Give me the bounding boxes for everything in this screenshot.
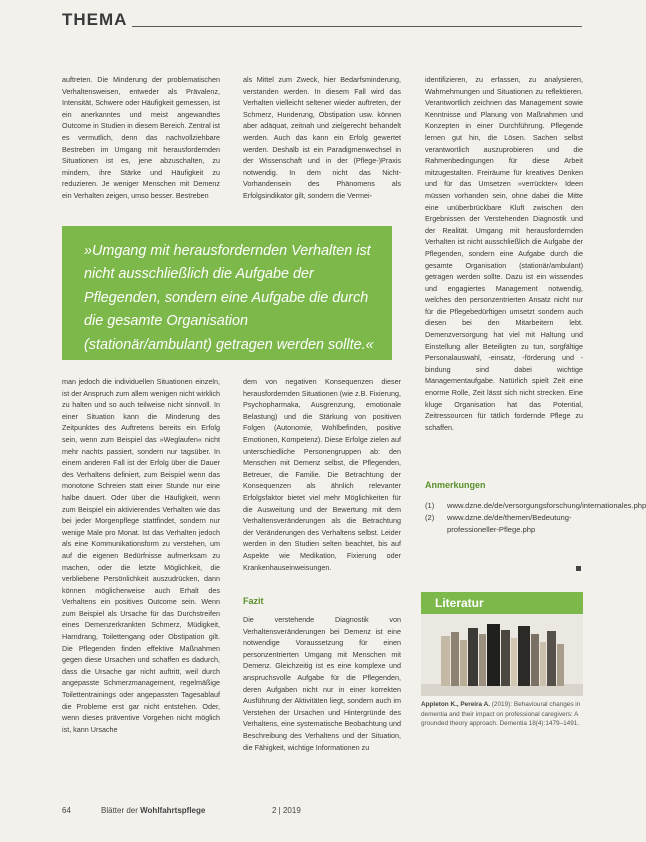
magazine-title bbox=[101, 806, 205, 815]
body-text: dem von negativen Konsequenzen dieser herausfordernden Situationen (wie z.B. Fixierung, Psychopharmaka, Ausgrenzung, emotionale Belastung) und die Stärkung von positiven Folgen (Autonomie, Wohlbefinden, positive Emotionen, Kompetenz). Diese Erfolge zielen auf unterschiedliche Personengruppen ab: den Menschen mit Demenz selbst, die Pflegenden, Betreuer, die Familie. Die Betrachtung der Konsequenzen als ähnlich relevanter Erfolgsfaktor bietet viel mehr Möglichkeiten für die Ausweitung und der Bewertung mit dem Verhaltensveränderungen als die Betrachtung der Veränderungen des Verhaltens selbst. Leider werden in den Studien selten beachtet, bis auf Aspekte wie Medikation, Fixierung oder Krankenhauseinweisungen. bbox=[243, 377, 401, 572]
list-item bbox=[425, 500, 646, 511]
note-link[interactable]: www.dzne.de/de/versorgungsforschung/internationales.php bbox=[447, 501, 646, 510]
caption-author: Appleton K., Pereira A. bbox=[421, 701, 491, 708]
section-label: THEMA bbox=[62, 10, 128, 29]
page-number: 64 bbox=[62, 806, 71, 815]
note-number: (1) bbox=[425, 501, 435, 510]
pull-quote-text: »Umgang mit herausfordernden Verhalten ist nicht ausschließlich die Aufgabe der Pflegenden, sondern eine Aufgabe die durch die gesamte Organisation (stationär/ambulant) getragen werden sollte.« bbox=[84, 243, 374, 353]
column-3 bbox=[425, 74, 583, 470]
fazit-heading: Fazit bbox=[243, 596, 264, 606]
column-1-top bbox=[62, 74, 220, 222]
page-header bbox=[62, 10, 582, 38]
fazit-text: Die verstehende Diagnostik von Verhaltensveränderungen bei Demenz ist eine notwendige Voraussetzung für einen personzentrierten Umgang mit Menschen mit Demenz. Gleichzeitig ist es eine komplexe und anspruchsvolle Aufgabe für die Pflegenden, deren Aufgaben nicht nur in einer korrekten Ausführung der Aktivitäten liegt, sondern auch im Verstehen der Ursachen und Hintergründe des Verhaltens, eine systematische Beobachtung und Beschreibung des Verhaltens und der Situation, die Fähigkeit, wichtige Informationen zu bbox=[243, 615, 401, 752]
body-text: als Mittel zum Zweck, hier Bedarfsminderung, verstanden werden. In diesem Fall wird das Verhalten vielleicht seltener wieder auftreten, der Schmerz, Hunderung, Obstipation usw. können aber adäquat, zeitnah und zielgerecht behandelt werden. Auch das kann ein Erfolg gewertet werden. Deshalb ist ein Paradigmenwechsel in der Wissenschaft und in der (Pflege-)Praxis notwendig. In dem nicht das Nicht-Vorhandensein des Phänomens als Erfolgsindikator gilt, sondern die Vermei- bbox=[243, 75, 401, 200]
note-number: (2) bbox=[425, 513, 435, 523]
anmerkungen-heading: Anmerkungen bbox=[425, 480, 486, 490]
pull-quote bbox=[62, 226, 392, 360]
magazine-prefix: Blätter der bbox=[101, 806, 141, 815]
column-2-top bbox=[243, 74, 401, 222]
caption-text: (2019): Behavioural changes in dementia and their impact on professional caregivers: A grounded theory approach. Dementia 18(4):1479–1491. bbox=[421, 701, 581, 728]
end-marker bbox=[576, 566, 581, 571]
column-1-bottom bbox=[62, 376, 220, 796]
body-text: auftreten. Die Minderung der problematischen Verhaltensweisen, entweder als Prävalenz, Intensität, Schwere oder Häufigkeit gemessen, ist ein anerkanntes und meist angewandtes Outcome in Studien in diesem Bereich. Zentral ist es vermutlich, denn das nachvollziehbare Bestreben im Umgang mit herausfordernden Situationen ist es, jene abzuschalten, zu mindern, ihre Stärke und Häufigkeit zu reduzieren. Je weniger Menschen mit Demenz ein Verhalten zeigen, umso besser. Bestreben bbox=[62, 75, 220, 200]
magazine-name: Wohlfahrtspflege bbox=[140, 806, 206, 815]
body-text: man jedoch die individuellen Situationen einzeln, ist der Anspruch zum allem wenigen nicht wirklich zu halten und so auch teilweise nicht sinnvoll. In einer Situation kann die Minderung des Zeitpunktes des Auftretens bereits ein Erfolg sein, wenn zum Beispiel das »Weglaufen« nicht mehr nachts passiert, sondern nur tagsüber. In einem anderen Fall ist der Erfolg über die Dauer des Verhaltens definiert, zum Beispiel wenn das monotone Schreien statt einer Stunde nur eine halbe dauert. Oder über die Häufigkeit, wenn zum Beispiel ein aktivierendes Verhalten wie das bei jeder Morgenpflege stattfindet, sondern nur wenige Male pro Monat. Ist das Verhalten jedoch als eine Kommunikationsform zu verstehen, um auf die eigenen Bedürfnisse aufmerksam zu machen, oder die letzte Möglichkeit, die verbliebene Persönlichkeit auszudrücken, dann können möglicherweise auch Erhalt des Verhaltens ein positives Outcome sein. Wenn zum Beispiel als Ursache für das Durchstreifen eines Demenzerkrankten Schmerz, Müdigkeit, Harndrang, Toilettengang oder Obstipation gilt. Die Pflegenden finden effektive Maßnahmen gegen diese Ursachen und schaffen es dadurch, dass die Ursache gar nicht auftritt, weil durch angepasste Schmerzmanagement, regelmäßige Toilettentrainings oder angepassten Tagesablauf die Probleme erst gar nicht entstehen. Oder, wenn dieses präventive Vorgehen nicht möglich ist, kann Ursache bbox=[62, 377, 220, 734]
column-2-fazit bbox=[243, 614, 401, 796]
note-link[interactable]: www.dzne.de/de/themen/Bedeutung-professioneller-Pflege.php bbox=[447, 513, 572, 534]
column-2-bottom bbox=[243, 376, 401, 588]
books-illustration bbox=[421, 614, 583, 696]
books-photo bbox=[421, 614, 583, 696]
header-rule bbox=[132, 26, 582, 27]
anmerkungen-list bbox=[425, 500, 646, 536]
literatur-caption bbox=[421, 700, 583, 729]
issue-number: 2 | 2019 bbox=[272, 806, 301, 815]
body-text: identifizieren, zu erfassen, zu analysieren, Wahrnehmungen und Situationen zu reflektieren. Verantwortlich zeichnen das Management sowie Kenntnisse und Planung von Maßnahmen und Konzepten in einer Durchführung. Pflegende lernen gut hin, die Lösen. Sachen selbst verantwortlich auszuprobieren und die Rahmenbedingungen für diese Arbeit mitzugestalten. Freiräume für kreatives Denken und für das Umsetzen »verrückter« Ideen müssen vorhanden sein, ohne dabei die Mitte eine unüberbrückbare Kluft zwischen den Ergebnissen der Verstehenden Diagnostik und der Realität. Umgang mit herausfordernden Verhalten ist nicht ausschließlich die Aufgabe der Pflegenden, sondern eine Aufgabe durch die gesamte Organisation (stationär/ambulant) getragen werden sollte. Dazu ist ein wissendes und engagiertes Management notwendig, welches den personzentrierten Ansatz nicht nur für die Pflegebedürftigen umsetzt sondern auch diesen bei den Mitarbeitern lebt. Demenzversorgung hat viel mit Haltung und Einstellung aller Beteiligten zu tun, sorgfältige Personalauswahl, -einsatz, -förderung und -bindung sind dabei wichtige Managementaufgabe. Natürlich spielt Zeit eine enorme Rolle, Zeit lässt sich nicht strecken. Eine kluge Organisation hat das Potential, Zeitressourcen für tätlich fordernde Pflege zu schaffen. bbox=[425, 75, 583, 432]
literatur-banner bbox=[421, 592, 583, 614]
list-item bbox=[425, 512, 583, 535]
literatur-label: Literatur bbox=[435, 596, 484, 610]
